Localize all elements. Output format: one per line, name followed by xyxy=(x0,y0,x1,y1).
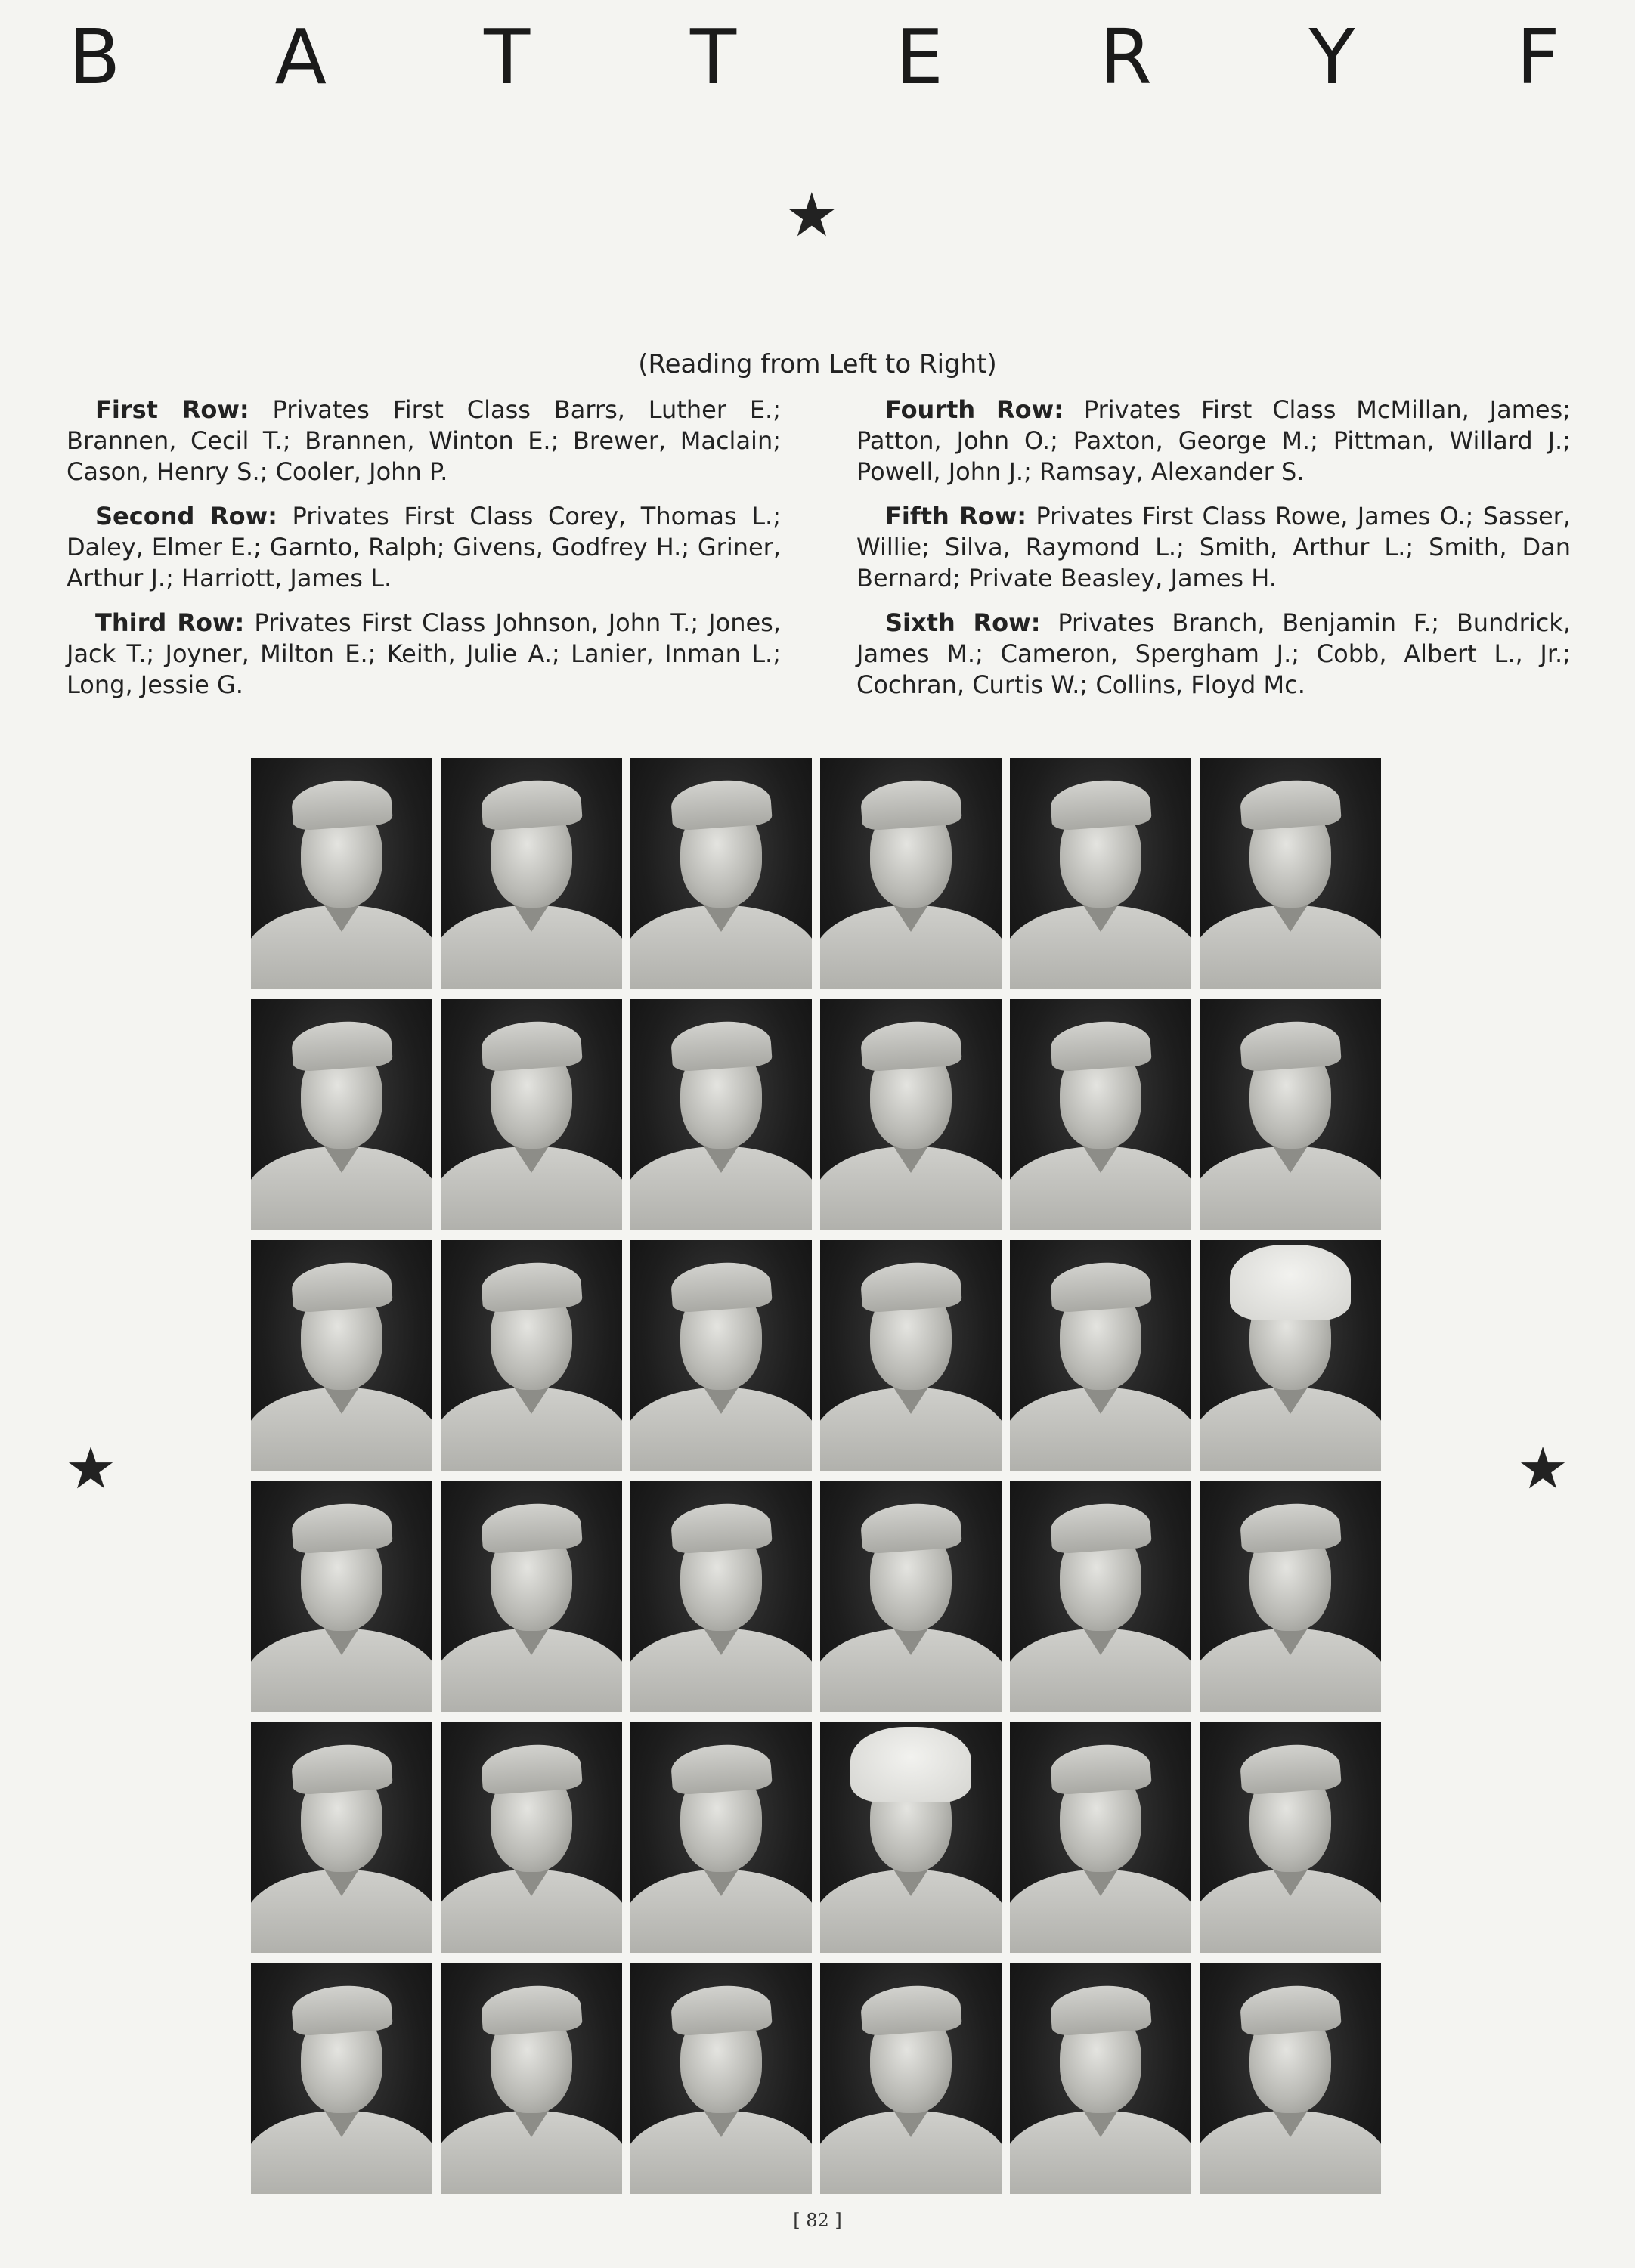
star-icon: ★ xyxy=(65,1434,117,1502)
portrait-photo xyxy=(1010,1481,1191,1712)
portrait-photo xyxy=(251,1963,432,2194)
garrison-cap xyxy=(859,1259,962,1313)
portrait-photo xyxy=(251,1722,432,1953)
garrison-cap xyxy=(290,1500,393,1554)
garrison-cap xyxy=(670,777,773,831)
portrait-photo xyxy=(820,1240,1002,1471)
row-names: Privates First Class Johnson, John T.; Jones, Jack T.; Joyner, Milton E.; Keith, Julie A.; Lanier, Inman L.; Long, Jessie G. xyxy=(67,608,781,699)
row-label: Second Row: xyxy=(95,502,277,531)
garrison-cap xyxy=(859,1982,962,2036)
portrait-photo xyxy=(251,999,432,1230)
garrison-cap xyxy=(480,1982,583,2036)
garrison-cap xyxy=(670,1500,773,1554)
garrison-cap xyxy=(290,1741,393,1795)
title-letter: T xyxy=(484,12,531,101)
title-letter: A xyxy=(274,12,327,101)
garrison-cap xyxy=(859,1500,962,1554)
portrait-photo xyxy=(441,1240,622,1471)
garrison-cap xyxy=(1049,1259,1152,1313)
star-icon: ★ xyxy=(1517,1434,1569,1502)
row-caption xyxy=(67,608,781,701)
garrison-cap xyxy=(1049,1982,1152,2036)
portrait-photo xyxy=(630,999,812,1230)
row-caption xyxy=(67,501,781,594)
garrison-cap xyxy=(290,1982,393,2036)
title-letter: F xyxy=(1516,12,1560,101)
portrait-grid xyxy=(251,758,1382,2194)
portrait-photo xyxy=(630,758,812,989)
garrison-cap xyxy=(1049,1741,1152,1795)
garrison-cap xyxy=(480,1500,583,1554)
portrait-photo xyxy=(441,999,622,1230)
garrison-cap xyxy=(1239,1982,1342,2036)
garrison-cap xyxy=(670,1259,773,1313)
caption-column-right xyxy=(856,395,1571,714)
title-letter: E xyxy=(895,12,943,101)
row-label: First Row: xyxy=(95,395,249,424)
garrison-cap xyxy=(1239,777,1342,831)
portrait-photo xyxy=(820,1963,1002,2194)
portrait-photo xyxy=(251,1481,432,1712)
row-names: Privates First Class Corey, Thomas L.; Daley, Elmer E.; Garnto, Ralph; Givens, Godfrey H.; Griner, Arthur J.; Harriott, James L. xyxy=(67,502,782,593)
row-names: Privates First Class Barrs, Luther E.; Brannen, Cecil T.; Brannen, Winton E.; Brewer, Maclain; Cason, Henry S.; Cooler, John P. xyxy=(67,395,782,486)
garrison-cap xyxy=(480,1741,583,1795)
title-letter: B xyxy=(68,12,121,101)
portrait-photo xyxy=(1200,999,1381,1230)
garrison-cap xyxy=(290,1018,393,1072)
title-letter: T xyxy=(689,12,737,101)
portrait-photo xyxy=(630,1240,812,1471)
caption-column-left xyxy=(67,395,781,714)
garrison-cap xyxy=(670,1018,773,1072)
row-caption xyxy=(856,501,1571,594)
portrait-photo xyxy=(1200,1240,1381,1471)
garrison-cap xyxy=(290,777,393,831)
garrison-cap xyxy=(670,1982,773,2036)
portrait-photo xyxy=(1010,1963,1191,2194)
garrison-cap xyxy=(1239,1018,1342,1072)
row-names: Privates Branch, Benjamin F.; Bundrick, James M.; Cameron, Spergham J.; Cobb, Albert L., Jr.; Cochran, Curtis W.; Collins, Floyd Mc. xyxy=(856,608,1571,699)
row-names: Privates First Class McMillan, James; Patton, John O.; Paxton, George M.; Pittman, Willard J.; Powell, John J.; Ramsay, Alexander S. xyxy=(856,395,1572,486)
garrison-cap xyxy=(859,777,962,831)
portrait-photo xyxy=(1010,999,1191,1230)
garrison-cap xyxy=(480,1018,583,1072)
chef-hat xyxy=(850,1727,971,1802)
row-label: Sixth Row: xyxy=(885,608,1041,637)
row-caption xyxy=(67,395,781,487)
portrait-photo xyxy=(1200,758,1381,989)
portrait-photo xyxy=(441,1963,622,2194)
title-letter: R xyxy=(1099,12,1152,101)
portrait-photo xyxy=(441,1481,622,1712)
row-label: Fifth Row: xyxy=(885,502,1027,531)
chef-hat xyxy=(1230,1245,1351,1320)
portrait-photo xyxy=(820,758,1002,989)
star-icon: ★ xyxy=(785,180,839,250)
portrait-photo xyxy=(630,1722,812,1953)
portrait-photo xyxy=(1010,1240,1191,1471)
portrait-photo xyxy=(251,758,432,989)
garrison-cap xyxy=(670,1741,773,1795)
garrison-cap xyxy=(1239,1500,1342,1554)
row-caption xyxy=(856,608,1571,701)
row-label: Third Row: xyxy=(95,608,245,637)
portrait-photo xyxy=(441,758,622,989)
garrison-cap xyxy=(859,1018,962,1072)
garrison-cap xyxy=(1239,1741,1342,1795)
portrait-photo xyxy=(820,999,1002,1230)
reading-note: (Reading from Left to Right) xyxy=(638,349,997,379)
row-label: Fourth Row: xyxy=(885,395,1064,424)
portrait-photo xyxy=(1200,1722,1381,1953)
portrait-photo xyxy=(820,1481,1002,1712)
garrison-cap xyxy=(480,1259,583,1313)
portrait-photo xyxy=(1200,1963,1381,2194)
portrait-photo xyxy=(1200,1481,1381,1712)
portrait-photo xyxy=(820,1722,1002,1953)
garrison-cap xyxy=(290,1259,393,1313)
portrait-photo xyxy=(441,1722,622,1953)
title-letter: Y xyxy=(1308,12,1355,101)
row-captions xyxy=(67,395,1571,714)
garrison-cap xyxy=(1049,1018,1152,1072)
portrait-photo xyxy=(251,1240,432,1471)
page-number: [ 82 ] xyxy=(793,2210,842,2231)
portrait-photo xyxy=(630,1963,812,2194)
row-caption xyxy=(856,395,1571,487)
garrison-cap xyxy=(480,777,583,831)
page-title xyxy=(60,12,1572,101)
portrait-photo xyxy=(630,1481,812,1712)
portrait-photo xyxy=(1010,1722,1191,1953)
portrait-photo xyxy=(1010,758,1191,989)
row-names: Privates First Class Rowe, James O.; Sasser, Willie; Silva, Raymond L.; Smith, Arthur L.; Smith, Dan Bernard; Private Beasley, James H. xyxy=(856,502,1572,593)
garrison-cap xyxy=(1049,1500,1152,1554)
garrison-cap xyxy=(1049,777,1152,831)
